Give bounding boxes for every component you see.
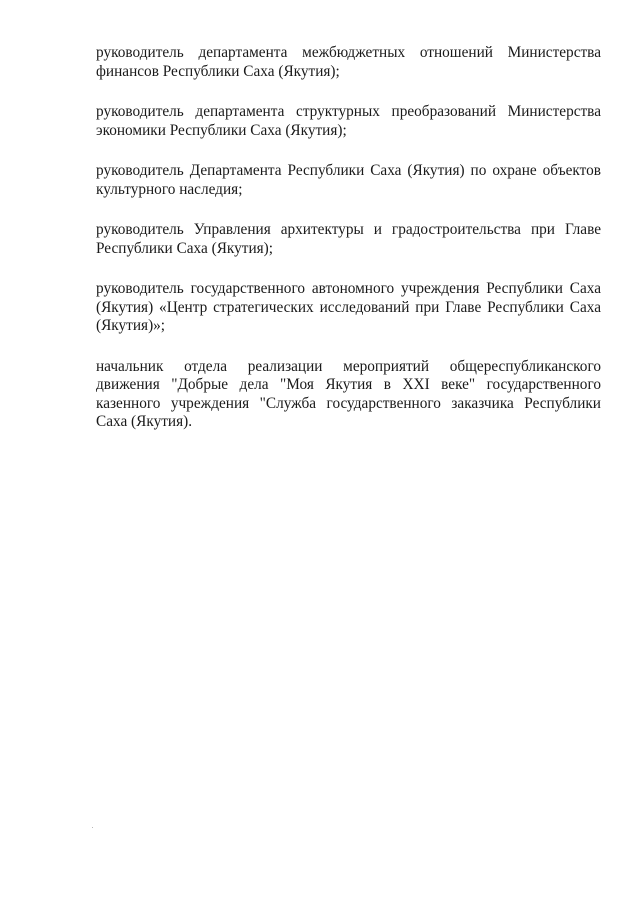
scan-speck	[92, 827, 93, 828]
paragraph-good-deeds-movement-head: начальник отдела реализации мероприятий общереспубликанского движения "Добрые дела "Моя Якутия в XXI веке" государственного казенного учреждения "Служба государственного заказчика Республики Саха (Якутия).	[96, 357, 601, 430]
paragraph-interbudget-department: руководитель департамента межбюджетных отношений Министерства финансов Республики Саха (Якутия);	[96, 44, 601, 80]
paragraph-strategic-research-center: руководитель государственного автономного учреждения Республики Саха (Якутия) «Центр стратегических исследований при Главе Республики Саха (Якутия)»;	[96, 280, 601, 334]
paragraph-structural-reforms-department: руководитель департамента структурных преобразований Министерства экономики Республики Саха (Якутия);	[96, 103, 601, 139]
document-body	[96, 44, 601, 432]
paragraph-architecture-administration: руководитель Управления архитектуры и градостроительства при Главе Республики Саха (Якутия);	[96, 221, 601, 257]
paragraph-cultural-heritage-department: руководитель Департамента Республики Саха (Якутия) по охране объектов культурного наследия;	[96, 162, 601, 198]
